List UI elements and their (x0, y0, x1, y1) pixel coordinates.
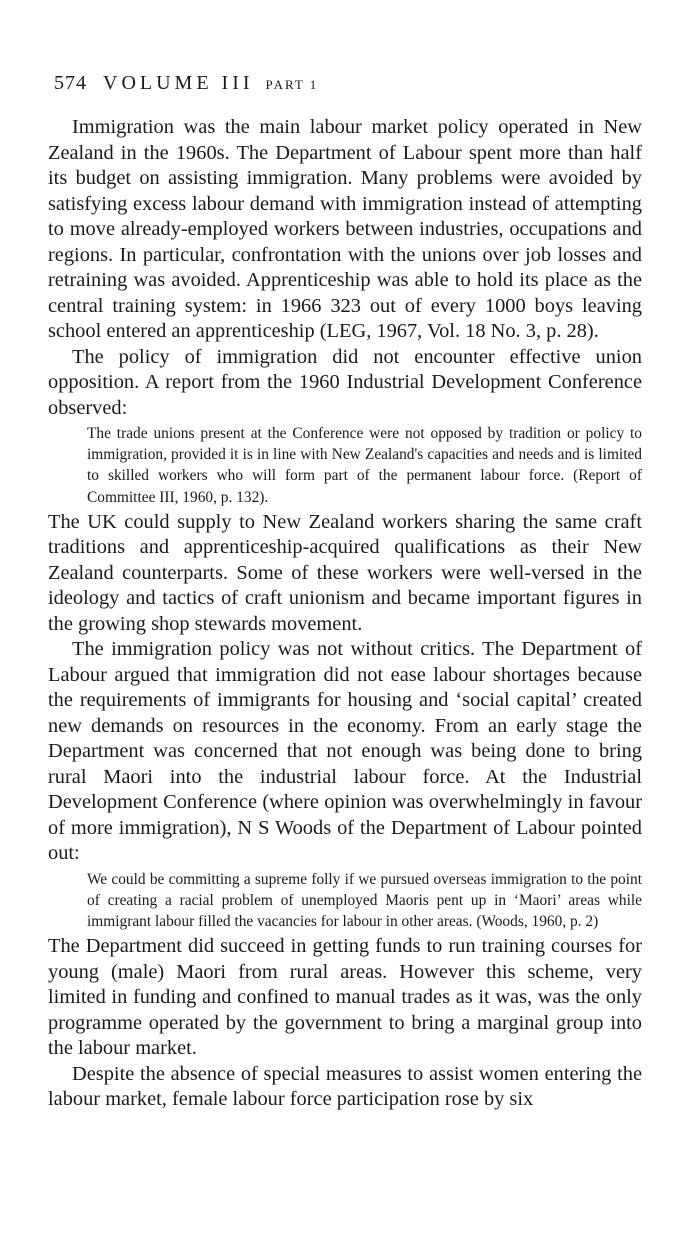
paragraph-union-opposition: The policy of immigration did not encounter effective union opposition. A report from the 1960 Industrial Development Conference observed: (48, 345, 642, 419)
paragraph-training-courses: The Department did succeed in getting funds to run training courses for young (male) Maori from rural areas. However this scheme, very limited in funding and confined to manual trades as it was, was the only programme operated by the government to bring a marginal group into the labour market. (48, 935, 642, 1060)
volume-label: VOLUME III (103, 72, 254, 94)
block-quote-conference-report: The trade unions present at the Conference were not opposed by tradition or policy to immigration, provided it is in line with New Zealand's capacities and needs and is limited to skilled workers who will form part of the permanent labour force. (Report of Committee III, 1960, p. 132). (87, 425, 642, 506)
paragraph-immigration-policy: Immigration was the main labour market policy operated in New Zealand in the 1960s. The Department of Labour spent more than half its budget on assisting immigration. Many problems were avoided by satisfying excess labour demand with immigration instead of attempting to move already-employed workers between industries, occupations and regions. In particular, confrontation with the unions over job losses and retraining was avoided. Apprenticeship was able to hold its place as the central training system: in 1966 323 out of every 1000 boys leaving school entered an apprenticeship (LEG, 1967, Vol. 18 No. 3, p. 28). (48, 116, 642, 342)
page-number: 574 (54, 72, 87, 94)
body-text (48, 115, 642, 1113)
paragraph-female-participation: Despite the absence of special measures to assist women entering the labour market, female labour force participation rose by six (48, 1062, 642, 1111)
paragraph-policy-critics: The immigration policy was not without critics. The Department of Labour argued that immigration did not ease labour shortages because the requirements of immigrants for housing and ‘social capital’ created new demands on resources in the economy. From an early stage the Department was concerned that not enough was being done to bring rural Maori into the industrial labour force. At the Industrial Development Conference (where opinion was overwhelmingly in favour of more immigration), N S Woods of the Department of Labour pointed out: (48, 638, 642, 865)
paragraph-uk-workers: The UK could supply to New Zealand workers sharing the same craft traditions and apprenticeship-acquired qualifications as their New Zealand counterparts. Some of these workers were well-versed in the ideology and tactics of craft unionism and became important figures in the growing shop stewards movement. (48, 510, 642, 635)
running-header (54, 72, 318, 95)
part-label: PART 1 (265, 77, 319, 92)
block-quote-woods: We could be committing a supreme folly if we pursued overseas immigration to the point of creating a racial problem of unemployed Maoris pent up in ‘Maori’ areas while immigrant labour filled the vacancies for labour in other areas. (Woods, 1960, p. 2) (87, 870, 642, 931)
